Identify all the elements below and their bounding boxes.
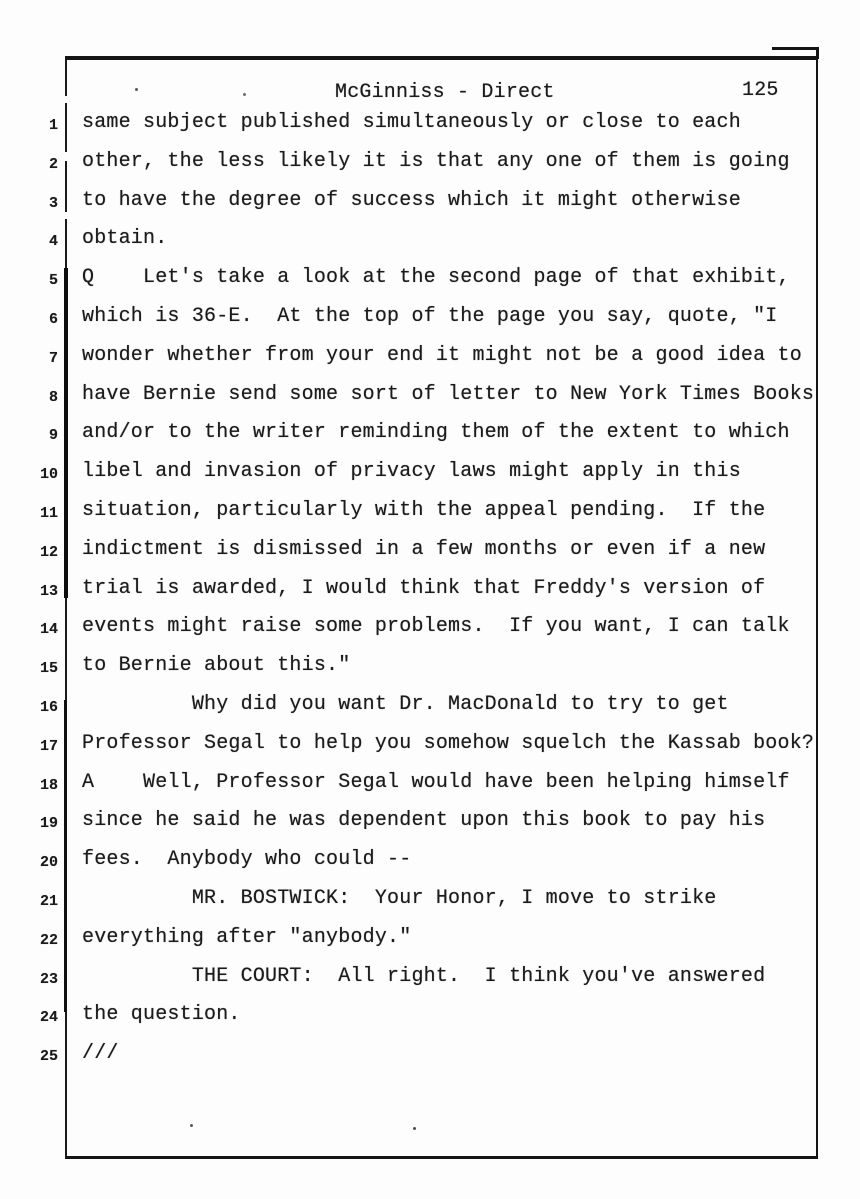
line-number: 8	[48, 388, 58, 406]
transcript-line: THE COURT: All right. I think you've answered	[82, 964, 766, 988]
scan-speck	[135, 88, 138, 91]
line-number: 6	[48, 310, 58, 328]
transcript-line: situation, particularly with the appeal pending. If the	[82, 498, 766, 522]
transcript-line: Q Let's take a look at the second page of that exhibit,	[82, 266, 790, 290]
line-number: 20	[39, 854, 58, 872]
line-number: 19	[39, 815, 58, 833]
line-number: 18	[39, 776, 58, 794]
line-number: 1	[48, 117, 58, 134]
line-number: 2	[48, 155, 58, 173]
transcript-line: other, the less likely it is that any one of them is going	[82, 149, 790, 173]
transcript-line: libel and invasion of privacy laws might apply in this	[82, 460, 741, 484]
line-number: 3	[48, 194, 58, 212]
line-number: 14	[39, 621, 58, 639]
transcript-line: which is 36-E. At the top of the page you say, quote, "I	[82, 304, 778, 328]
transcript-line: to have the degree of success which it might otherwise	[82, 188, 741, 212]
line-number: 23	[39, 970, 58, 988]
transcript-line: everything after "anybody."	[82, 925, 412, 949]
line-number: 4	[48, 233, 58, 251]
line-number: 24	[39, 1009, 58, 1027]
scan-speck	[243, 93, 246, 96]
transcript-line: the question.	[82, 1003, 241, 1027]
transcript-text-column	[82, 104, 818, 1074]
scan-corner-artifact	[816, 47, 819, 59]
transcript-line: A Well, Professor Segal would have been helping himself	[82, 770, 790, 794]
transcript-line: events might raise some problems. If you want, I can talk	[82, 615, 790, 639]
transcript-line: wonder whether from your end it might not be a good idea to	[82, 343, 802, 367]
page-number: 125	[742, 79, 779, 102]
left-rule-dark-segment	[64, 268, 68, 598]
line-number: 13	[39, 582, 58, 600]
transcript-line: since he said he was dependent upon this book to pay his	[82, 809, 766, 833]
line-number: 9	[48, 427, 58, 445]
transcript-line: to Bernie about this."	[82, 654, 351, 678]
scan-corner-artifact	[772, 47, 819, 50]
left-rule-gap	[64, 152, 68, 161]
line-number: 15	[39, 660, 58, 678]
line-number: 17	[39, 737, 58, 755]
line-number: 21	[39, 892, 58, 910]
line-number: 22	[39, 931, 58, 949]
transcript-line: obtain.	[82, 227, 168, 251]
transcript-line: same subject published simultaneously or close to each	[82, 111, 741, 134]
transcript-line: Why did you want Dr. MacDonald to try to get	[82, 692, 729, 716]
line-number: 11	[39, 504, 58, 522]
line-number: 16	[39, 698, 58, 716]
transcript-line: MR. BOSTWICK: Your Honor, I move to strike	[82, 886, 717, 910]
transcript-line: indictment is dismissed in a few months or even if a new	[82, 537, 766, 561]
scan-speck	[413, 1127, 416, 1130]
line-number: 25	[39, 1048, 58, 1066]
line-number: 10	[39, 466, 58, 484]
left-rule-dark-segment	[64, 700, 67, 1012]
line-number: 5	[48, 272, 58, 290]
line-number-column	[26, 107, 58, 1077]
transcript-line: ///	[82, 1042, 119, 1066]
scan-speck	[190, 1124, 193, 1127]
transcript-line: fees. Anybody who could --	[82, 848, 412, 872]
transcript-line: Professor Segal to help you somehow squelch the Kassab book?	[82, 731, 815, 755]
left-rule-gap	[64, 96, 68, 103]
left-rule-gap	[64, 212, 68, 219]
line-number: 7	[48, 349, 58, 367]
page-title: McGinniss - Direct	[335, 81, 555, 104]
transcript-line: trial is awarded, I would think that Freddy's version of	[82, 576, 766, 600]
transcript-line: and/or to the writer reminding them of the extent to which	[82, 421, 790, 445]
line-number: 12	[39, 543, 58, 561]
transcript-line: have Bernie send some sort of letter to New York Times Books	[82, 382, 815, 406]
